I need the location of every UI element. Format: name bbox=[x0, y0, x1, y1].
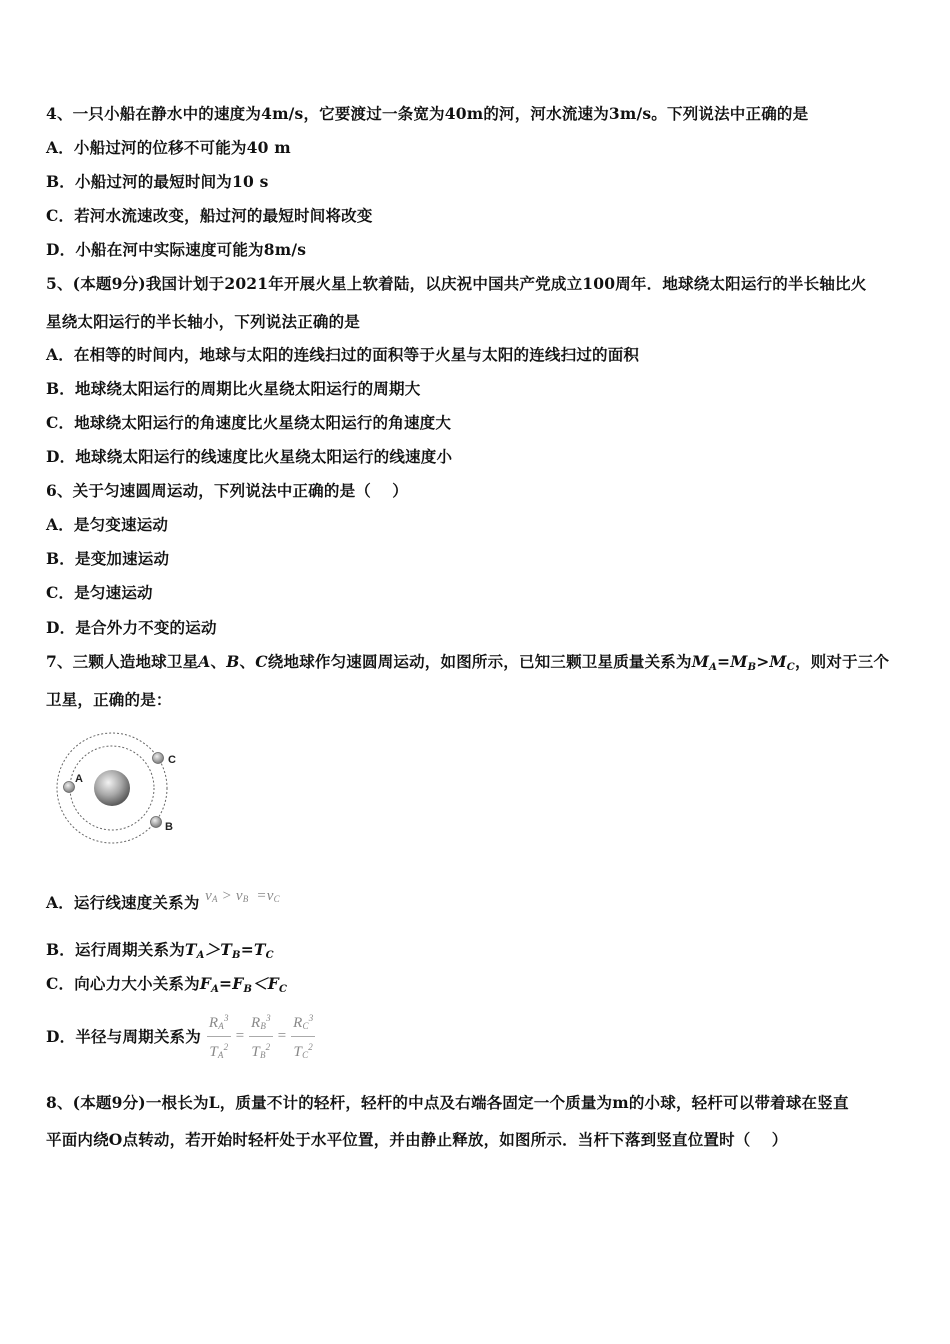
q6-stem: 6、关于匀速圆周运动，下列说法中正确的是（ ） bbox=[46, 481, 408, 500]
q7-stem-mid: 绕地球作匀速圆周运动，如图所示，已知三颗卫星质量关系为 bbox=[267, 652, 692, 671]
q7-stem-post: ，则对于三个 bbox=[794, 652, 890, 671]
q7-option-d bbox=[46, 1008, 317, 1065]
q7-option-a bbox=[46, 883, 280, 912]
q4-option-b: B．小船过河的最短时间为10 s bbox=[46, 172, 269, 191]
q7-stem-line2: 卫星，正确的是： bbox=[46, 690, 172, 709]
satellite-c bbox=[153, 753, 164, 764]
q7-option-b bbox=[46, 938, 274, 961]
q7-option-d-math: $\frac{R_A^3}{T_A^2}$ = $\frac{R_B^3}{T_B^2}$ = $\frac{R_C^3}{T_C^2}$ bbox=[201, 1028, 317, 1044]
q8-stem-line1: 8、(本题9分)一根长为L，质量不计的轻杆，轻杆的中点及右端各固定一个质量为m的小球，轻杆可以带着球在竖直 bbox=[46, 1093, 849, 1112]
q5-option-d: D．地球绕太阳运行的线速度比火星绕太阳运行的线速度小 bbox=[46, 447, 453, 466]
satellite-a bbox=[64, 782, 75, 793]
q7-option-c-text: C．向心力大小关系为 bbox=[46, 974, 200, 993]
q7-sep1: 、 bbox=[210, 652, 227, 671]
q8-stem-line2: 平面内绕O点转动，若开始时轻杆处于水平位置，并由静止释放，如图所示．当杆下落到竖直位置时（ ） bbox=[46, 1130, 788, 1149]
q5-option-c: C．地球绕太阳运行的角速度比火星绕太阳运行的角速度大 bbox=[46, 413, 452, 432]
q7-option-a-math: $v_A > v_B =v_C$ bbox=[205, 888, 280, 904]
q4-option-a: A．小船过河的位移不可能为40 m bbox=[46, 138, 291, 157]
q7-stem-pre: 7、三颗人造地球卫星 bbox=[46, 652, 199, 671]
q7-sat-a: A bbox=[198, 652, 211, 671]
q7-option-b-math: $T_A>T_B=T_C$ bbox=[184, 940, 274, 961]
q5-stem-line1: 5、(本题9分)我国计划于2021年开展火星上软着陆，以庆祝中国共产党成立100周年．地球绕太阳运行的半长轴比火 bbox=[46, 274, 867, 293]
satellite-c-label: C bbox=[168, 754, 176, 766]
satellite-b-label: B bbox=[165, 821, 173, 833]
q5-option-b: B．地球绕太阳运行的周期比火星绕太阳运行的周期大 bbox=[46, 379, 421, 398]
earth bbox=[94, 770, 130, 806]
satellite-orbit-figure bbox=[50, 730, 185, 845]
satellite-b bbox=[151, 817, 162, 828]
q5-option-a: A．在相等的时间内，地球与太阳的连线扫过的面积等于火星与太阳的连线扫过的面积 bbox=[46, 345, 640, 364]
q6-option-a: A．是匀变速运动 bbox=[46, 515, 169, 534]
q4-option-d: D．小船在河中实际速度可能为8m/s bbox=[46, 240, 307, 259]
q7-sat-c: C bbox=[255, 652, 268, 671]
q7-mass-relation: $M_A=M_B>M_C$ bbox=[691, 652, 795, 673]
q7-stem-line1 bbox=[46, 650, 889, 673]
q4-option-c: C．若河水流速改变，船过河的最短时间将改变 bbox=[46, 206, 373, 225]
q7-option-c bbox=[46, 972, 287, 995]
q5-stem-line2: 星绕太阳运行的半长轴小，下列说法正确的是 bbox=[46, 312, 361, 331]
q7-option-b-text: B．运行周期关系为 bbox=[46, 940, 185, 959]
q7-sep2: 、 bbox=[239, 652, 256, 671]
q4-stem: 4、一只小船在静水中的速度为4m/s，它要渡过一条宽为40m的河，河水流速为3m/s。下列说法中正确的是 bbox=[46, 104, 809, 123]
q7-option-d-text: D．半径与周期关系为 bbox=[46, 1026, 201, 1046]
q7-option-a-text: A．运行线速度关系为 bbox=[46, 893, 200, 912]
q7-sat-b: B bbox=[226, 652, 240, 671]
q6-option-c: C．是匀速运动 bbox=[46, 583, 153, 602]
q6-option-b: B．是变加速运动 bbox=[46, 549, 170, 568]
q6-option-d: D．是合外力不变的运动 bbox=[46, 618, 217, 637]
satellite-a-label: A bbox=[75, 773, 83, 785]
q7-option-c-math: $F_A=F_B<F_C$ bbox=[199, 974, 288, 995]
